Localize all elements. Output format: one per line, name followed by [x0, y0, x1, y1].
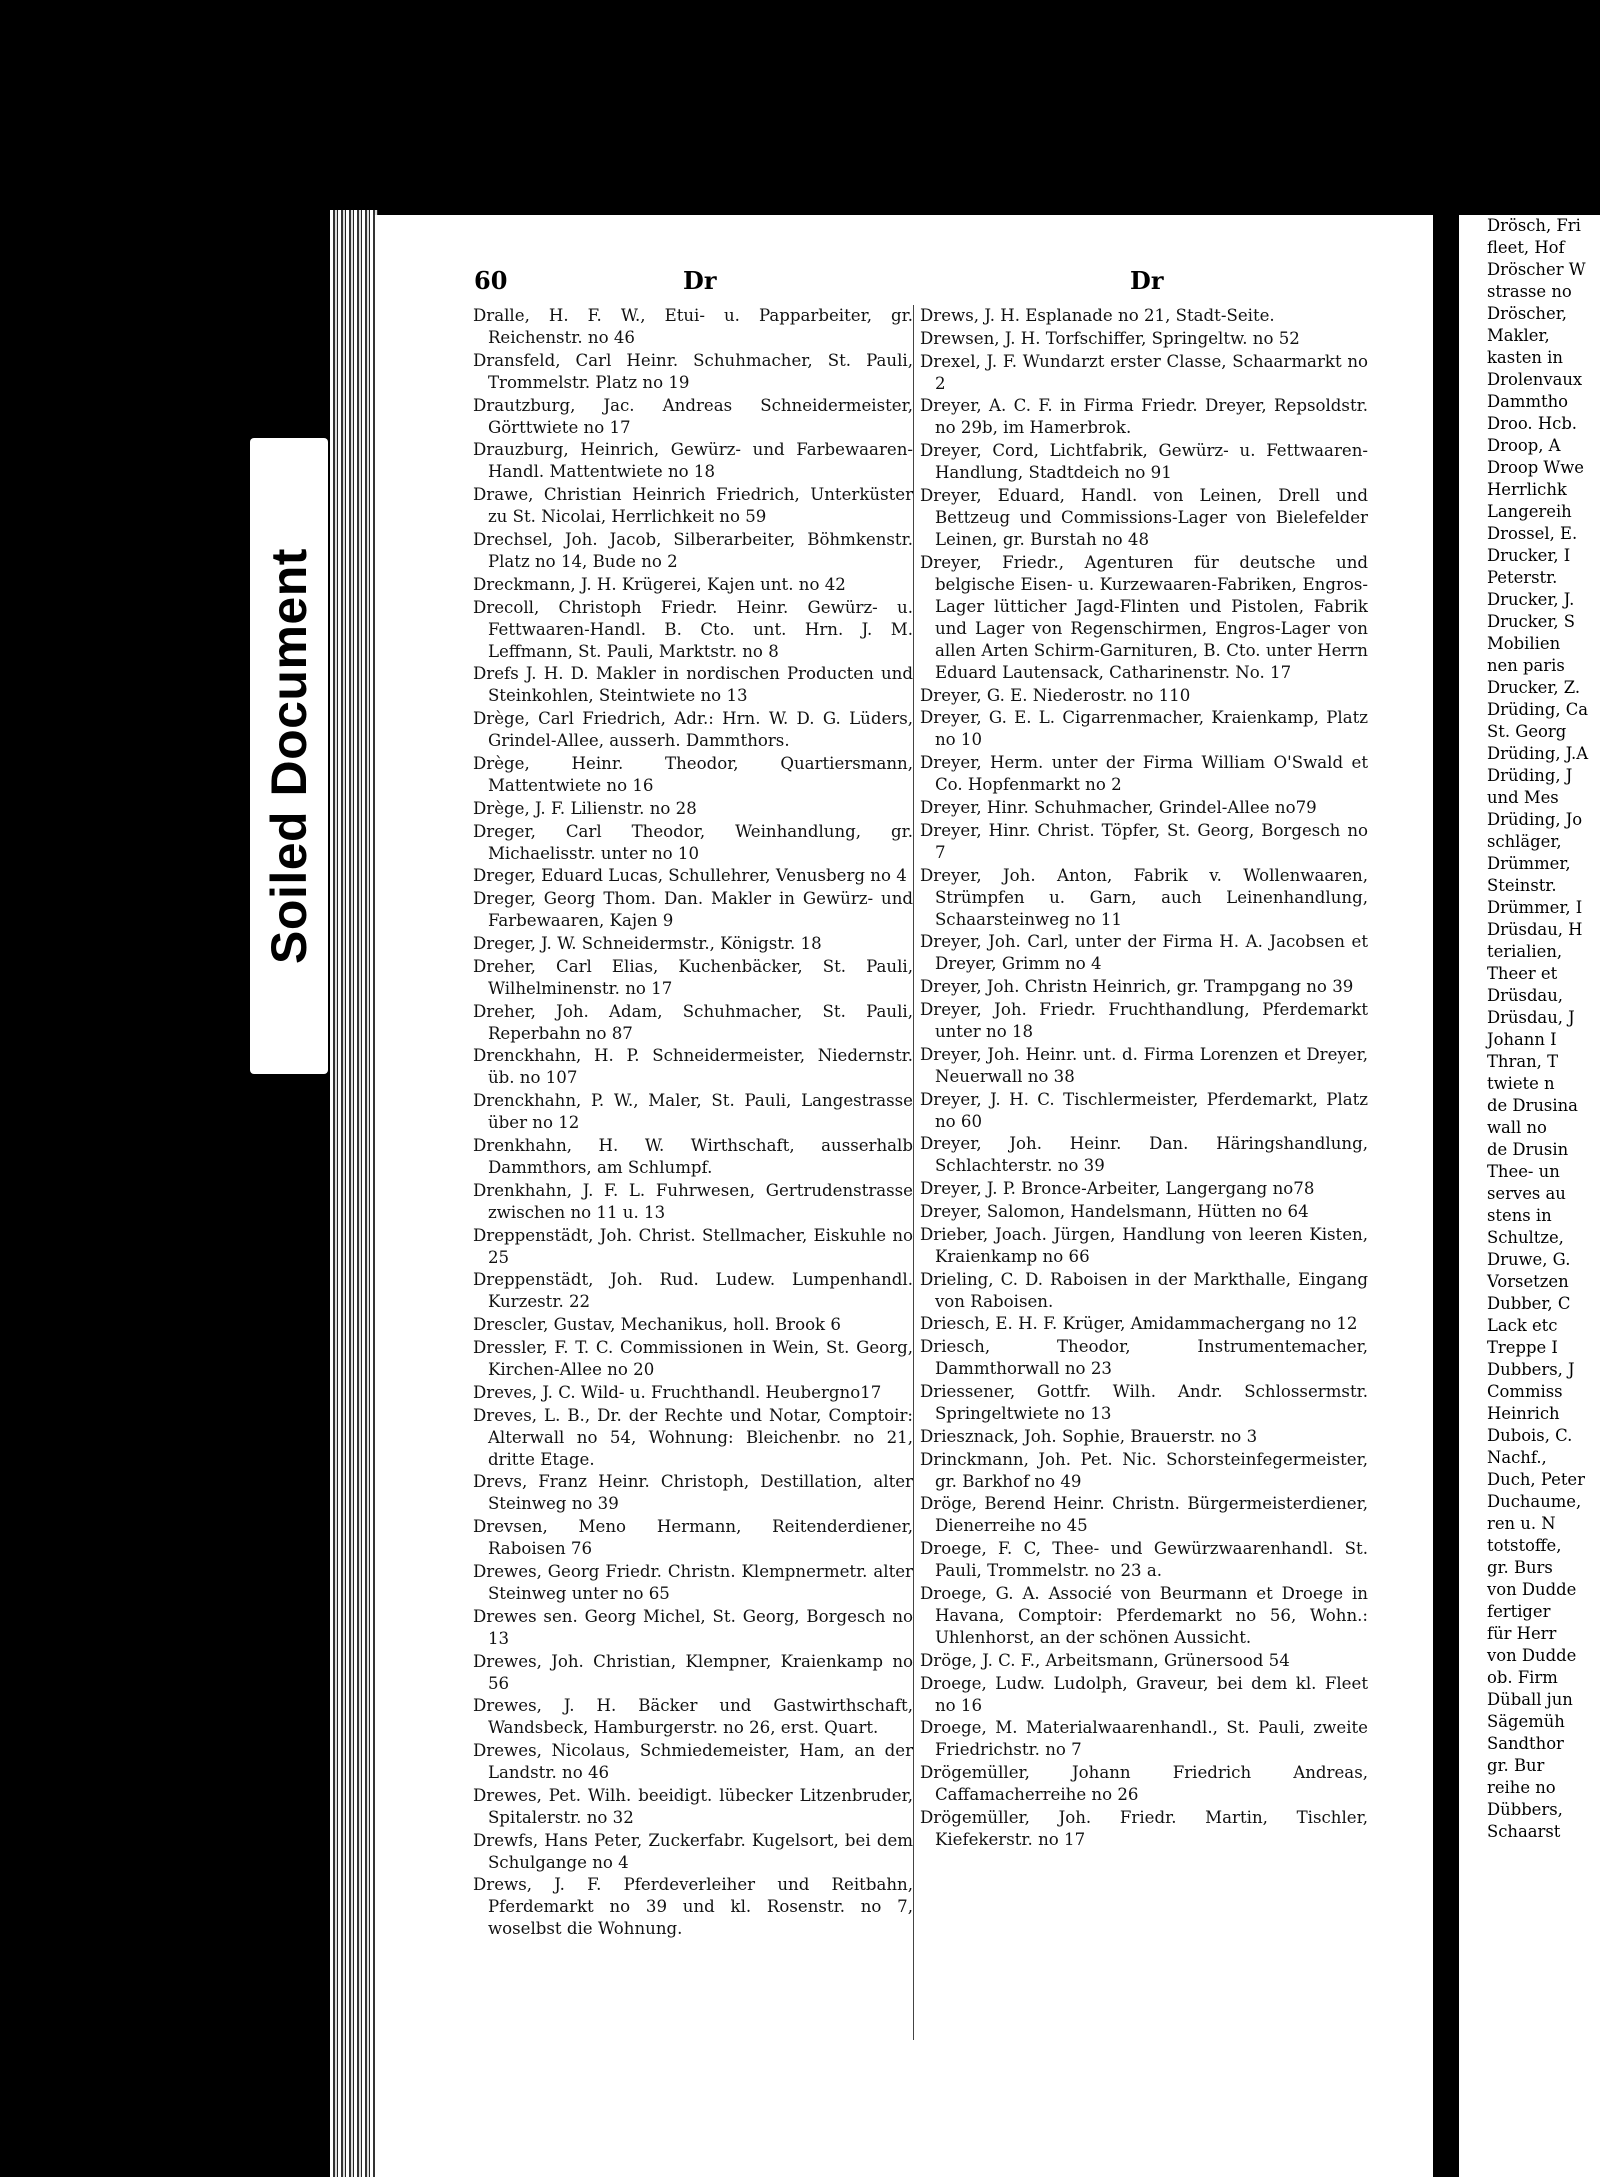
directory-entry: Dreger, Georg Thom. Dan. Makler in Gewürz- und Farbewaaren, Kajen 9 [473, 889, 913, 931]
directory-entry: Driesznack, Joh. Sophie, Brauerstr. no 3 [920, 1426, 1258, 1446]
next-page-line: Drucker, I [1487, 546, 1571, 565]
next-page-line: St. Georg [1487, 722, 1567, 741]
directory-entry: Dreyer, Hinr. Christ. Töpfer, St. Georg, Borgesch no 7 [920, 820, 1368, 862]
next-page-line: Drüding, J.A [1487, 744, 1589, 763]
directory-entry: Dreyer, J. P. Bronce-Arbeiter, Langergang no78 [920, 1179, 1315, 1199]
directory-entry: Drieling, C. D. Raboisen in der Markthalle, Eingang von Raboisen. [920, 1269, 1368, 1311]
directory-entry: Drewsen, J. H. Torfschiffer, Springeltw. no 52 [920, 328, 1300, 348]
directory-entry: Drewfs, Hans Peter, Zuckerfabr. Kugelsort, bei dem Schulgange no 4 [473, 1830, 913, 1872]
next-page-line: Drösch, Fri [1487, 216, 1581, 235]
next-page-line: Droo. Hcb. [1487, 414, 1578, 433]
directory-entry: Droege, M. Materialwaarenhandl., St. Pauli, zweite Friedrichstr. no 7 [920, 1718, 1368, 1760]
running-head-right: Dr [1130, 266, 1164, 295]
directory-entry: Droege, G. A. Associé von Beurmann et Droege in Havana, Comptoir: Pferdemarkt no 56, Wohn.: Uhlenhorst, an der schönen Aussicht. [920, 1583, 1368, 1647]
page-number: 60 [474, 266, 508, 295]
directory-entry: Dralle, H. F. W., Etui- u. Papparbeiter, gr. Reichenstr. no 46 [473, 306, 913, 347]
next-page-line: von Dudde [1487, 1580, 1577, 1599]
directory-entry: Dreyer, Joh. Heinr. unt. d. Firma Lorenzen et Dreyer, Neuerwall no 38 [920, 1044, 1368, 1086]
next-page-line: stens in [1487, 1206, 1552, 1225]
directory-entry: Dröge, J. C. F., Arbeitsmann, Grünersood 54 [920, 1650, 1290, 1670]
next-page-line: Duchaume, [1487, 1492, 1582, 1511]
next-page-line: Sandthor [1487, 1734, 1564, 1753]
left-column [473, 305, 913, 1941]
next-page-line: Sägemüh [1487, 1712, 1565, 1731]
directory-entry: Drège, Carl Friedrich, Adr.: Hrn. W. D. G. Lüders, Grindel-Allee, ausserh. Dammthors. [473, 709, 913, 751]
next-page-line: twiete n [1487, 1074, 1555, 1093]
directory-entry: Drieber, Joach. Jürgen, Handlung von leeren Kisten, Kraienkamp no 66 [920, 1224, 1368, 1266]
directory-entry: Drenckhahn, P. W., Maler, St. Pauli, Langestrasse über no 12 [473, 1091, 913, 1133]
next-page-line: Drümmer, I [1487, 898, 1583, 917]
next-page-line: Drolenvaux [1487, 370, 1583, 389]
directory-entry: Drenkhahn, H. W. Wirthschaft, ausserhalb Dammthors, am Schlumpf. [473, 1135, 913, 1177]
book-gutter [1433, 200, 1459, 2177]
directory-entry: Drenckhahn, H. P. Schneidermeister, Niedernstr. üb. no 107 [473, 1046, 913, 1088]
directory-entry: Drecoll, Christoph Friedr. Heinr. Gewürz- u. Fettwaaren-Handl. B. Cto. unt. Hrn. J. M. Leffmann, St. Pauli, Marktstr. no 8 [473, 597, 913, 661]
running-head-left: Dr [683, 266, 717, 295]
directory-entry: Dreppenstädt, Joh. Rud. Ludew. Lumpenhandl. Kurzestr. 22 [473, 1270, 913, 1312]
next-page-line: von Dudde [1487, 1646, 1577, 1665]
next-page-line: nen paris [1487, 656, 1565, 675]
next-page-line: Dammtho [1487, 392, 1569, 411]
next-page-line: terialien, [1487, 942, 1563, 961]
directory-entry: Drewes, Joh. Christian, Klempner, Kraienkamp no 56 [473, 1651, 913, 1693]
next-page-line: und Mes [1487, 788, 1559, 807]
directory-entry: Dreyer, Joh. Anton, Fabrik v. Wollenwaaren, Strümpfen u. Garn, auch Leinenhandlung, Schaarsteinweg no 11 [920, 865, 1368, 929]
next-page-line: Schaarst [1487, 1822, 1561, 1841]
directory-entry: Dreger, J. W. Schneidermstr., Königstr. 18 [473, 933, 822, 953]
next-page-line: strasse no [1487, 282, 1572, 301]
next-page-line: Droop Wwe [1487, 458, 1584, 477]
next-page-line: Drüding, Jo [1487, 810, 1583, 829]
next-page-line: Drüding, J [1487, 766, 1573, 785]
soiled-document-stamp [250, 438, 328, 1074]
directory-entry: Driesch, E. H. F. Krüger, Amidammachergang no 12 [920, 1314, 1358, 1334]
next-page-line: Drüsdau, H [1487, 920, 1583, 939]
next-page-line: Dubbers, J [1487, 1360, 1575, 1379]
directory-entry: Drenkhahn, J. F. L. Fuhrwesen, Gertrudenstrasse zwischen no 11 u. 13 [473, 1180, 913, 1222]
next-page-line: Drucker, Z. [1487, 678, 1581, 697]
directory-entry: Dreyer, Joh. Carl, unter der Firma H. A. Jacobsen et Dreyer, Grimm no 4 [920, 932, 1368, 974]
next-page-line: Commiss [1487, 1382, 1563, 1401]
directory-entry: Droege, F. C, Thee- und Gewürzwaarenhandl. St. Pauli, Trommelstr. no 23 a. [920, 1539, 1368, 1581]
directory-entry: Drewes, J. H. Bäcker und Gastwirthschaft, Wandsbeck, Hamburgerstr. no 26, erst. Quart. [473, 1696, 913, 1738]
next-page-line: de Drusina [1487, 1096, 1578, 1115]
next-page-line: de Drusin [1487, 1140, 1569, 1159]
directory-entry: Dreves, L. B., Dr. der Rechte und Notar, Comptoir: Alterwall no 54, Wohnung: Bleichenbr. no 21, dritte Etage. [473, 1405, 913, 1469]
directory-entry: Dressler, F. T. C. Commissionen in Wein, St. Georg, Kirchen-Allee no 20 [473, 1337, 913, 1379]
directory-entry: Dreher, Carl Elias, Kuchenbäcker, St. Pauli, Wilhelminenstr. no 17 [473, 956, 913, 998]
directory-entry: Droege, Ludw. Ludolph, Graveur, bei dem kl. Fleet no 16 [920, 1673, 1368, 1715]
next-page-fragment [1459, 215, 1600, 2177]
directory-entry: Drawe, Christian Heinrich Friedrich, Unterküster zu St. Nicolai, Herrlichkeit no 59 [473, 485, 913, 527]
directory-entry: Drauzburg, Heinrich, Gewürz- und Farbewaaren-Handl. Mattentwiete no 18 [473, 440, 913, 482]
directory-entry: Dreyer, A. C. F. in Firma Friedr. Dreyer, Repsoldstr. no 29b, im Hamerbrok. [920, 396, 1368, 438]
directory-entry: Dreyer, Joh. Heinr. Dan. Häringshandlung, Schlachterstr. no 39 [920, 1134, 1368, 1176]
directory-entry: Drögemüller, Joh. Friedr. Martin, Tischler, Kiefekerstr. no 17 [920, 1807, 1368, 1849]
directory-entry: Drège, J. F. Lilienstr. no 28 [473, 798, 697, 818]
next-page-line: Dröscher W [1487, 260, 1586, 279]
next-page-line: Druwe, G. [1487, 1250, 1571, 1269]
next-page-line: kasten in [1487, 348, 1563, 367]
right-column [920, 305, 1368, 1852]
directory-entry: Dreyer, Joh. Friedr. Fruchthandlung, Pferdemarkt unter no 18 [920, 999, 1368, 1041]
next-page-line: serves au [1487, 1184, 1566, 1203]
next-page-line: Nachf., [1487, 1448, 1547, 1467]
next-page-line: Herrlichk [1487, 480, 1567, 499]
directory-entry: Drewes, Nicolaus, Schmiedemeister, Ham, an der Landstr. no 46 [473, 1741, 913, 1783]
next-page-line: Theer et [1487, 964, 1558, 983]
directory-entry: Dreher, Joh. Adam, Schuhmacher, St. Pauli, Reperbahn no 87 [473, 1001, 913, 1043]
next-page-line: Drucker, J. [1487, 590, 1575, 609]
directory-entry: Dreyer, Friedr., Agenturen für deutsche und belgische Eisen- u. Kurzewaaren-Fabriken, Engros-Lager lütticher Jagd-Flinten und Pistolen, Fabrik und Lager von Regenschirmen, Engros-Lager von allen Arten Schirm-Garnituren, B. Cto. unter Herrn Eduard Lautensack, Catharinenstr. No. 17 [920, 552, 1368, 682]
next-page-line: Drüding, Ca [1487, 700, 1589, 719]
directory-entry: Dreves, J. C. Wild- u. Fruchthandl. Heubergno17 [473, 1382, 882, 1402]
column-divider [913, 305, 914, 2040]
next-page-line: Duch, Peter [1487, 1470, 1585, 1489]
directory-entry: Drevs, Franz Heinr. Christoph, Destillation, alter Steinweg no 39 [473, 1472, 913, 1514]
next-page-line: Langereih [1487, 502, 1572, 521]
directory-entry: Dreyer, Cord, Lichtfabrik, Gewürz- u. Fettwaaren-Handlung, Stadtdeich no 91 [920, 441, 1368, 483]
next-page-line: Dübbers, [1487, 1800, 1563, 1819]
directory-entry: Drevsen, Meno Hermann, Reitenderdiener, Raboisen 76 [473, 1517, 913, 1559]
stamp-label: Soiled Document [261, 548, 317, 964]
directory-entry: Drescler, Gustav, Mechanikus, holl. Brook 6 [473, 1315, 841, 1335]
next-page-line: gr. Bur [1487, 1756, 1545, 1775]
next-page-line: ob. Firm [1487, 1668, 1558, 1687]
next-page-line: wall no [1487, 1118, 1547, 1137]
directory-entry: Dreyer, G. E. L. Cigarrenmacher, Kraienkamp, Platz no 10 [920, 708, 1368, 750]
directory-entry: Drewes, Georg Friedr. Christn. Klempnermetr. alter Steinweg unter no 65 [473, 1561, 913, 1603]
next-page-line: Steinstr. [1487, 876, 1557, 895]
directory-entry: Dreppenstädt, Joh. Christ. Stellmacher, Eiskuhle no 25 [473, 1225, 913, 1267]
next-page-line: Dröscher, [1487, 304, 1567, 323]
next-page-line: Drüsdau, [1487, 986, 1563, 1005]
next-page-line: reihe no [1487, 1778, 1556, 1797]
directory-entry: Dreyer, G. E. Niederostr. no 110 [920, 685, 1191, 705]
directory-entry: Driesch, Theodor, Instrumentemacher, Dammthorwall no 23 [920, 1337, 1368, 1379]
directory-entry: Dreyer, Salomon, Handelsmann, Hütten no 64 [920, 1201, 1309, 1221]
next-page-line: Düball jun [1487, 1690, 1573, 1709]
directory-entry: Dreyer, Joh. Christn Heinrich, gr. Trampgang no 39 [920, 977, 1354, 997]
next-page-line: Vorsetzen [1487, 1272, 1569, 1291]
directory-entry: Drews, J. F. Pferdeverleiher und Reitbahn, Pferdemarkt no 39 und kl. Rosenstr. no 7, woselbst die Wohnung. [473, 1875, 913, 1939]
next-page-line: Drüsdau, J [1487, 1008, 1575, 1027]
next-page-line: Makler, [1487, 326, 1550, 345]
next-page-line: Thee- un [1487, 1162, 1560, 1181]
next-page-line: Drucker, S [1487, 612, 1576, 631]
directory-entry: Dransfeld, Carl Heinr. Schuhmacher, St. Pauli, Trommelstr. Platz no 19 [473, 350, 913, 392]
next-page-line: Drümmer, [1487, 854, 1571, 873]
next-page-line: schläger, [1487, 832, 1562, 851]
next-page-line: Lack etc [1487, 1316, 1558, 1335]
next-page-line: Heinrich [1487, 1404, 1560, 1423]
next-page-line: Johann I [1487, 1030, 1557, 1049]
next-page-line: totstoffe, [1487, 1536, 1562, 1555]
directory-entry: Drège, Heinr. Theodor, Quartiersmann, Mattentwiete no 16 [473, 753, 913, 795]
directory-entry: Dreyer, Hinr. Schuhmacher, Grindel-Allee no79 [920, 797, 1317, 817]
directory-entry: Drinckmann, Joh. Pet. Nic. Schorsteinfegermeister, gr. Barkhof no 49 [920, 1449, 1368, 1491]
next-page-line: Dubois, C. [1487, 1426, 1573, 1445]
next-page-line: fleet, Hof [1487, 238, 1565, 257]
directory-entry: Dreyer, Herm. unter der Firma William O'Swald et Co. Hopfenmarkt no 2 [920, 753, 1368, 795]
next-page-line: Dubber, C [1487, 1294, 1571, 1313]
next-page-line: Thran, T [1487, 1052, 1559, 1071]
directory-entry: Dreckmann, J. H. Krügerei, Kajen unt. no 42 [473, 574, 846, 594]
directory-entry: Dreger, Eduard Lucas, Schullehrer, Venusberg no 4 [473, 866, 907, 886]
directory-entry: Drefs J. H. D. Makler in nordischen Producten und Steinkohlen, Steintwiete no 13 [473, 664, 913, 706]
next-page-line: Peterstr. [1487, 568, 1558, 587]
directory-entry: Drautzburg, Jac. Andreas Schneidermeister, Görttwiete no 17 [473, 395, 913, 437]
directory-entry: Dreyer, Eduard, Handl. von Leinen, Drell und Bettzeug und Commissions-Lager von Bielefelder Leinen, gr. Burstah no 48 [920, 485, 1368, 549]
directory-entry: Drewes sen. Georg Michel, St. Georg, Borgesch no 13 [473, 1606, 913, 1648]
directory-entry: Drews, J. H. Esplanade no 21, Stadt-Seite. [920, 306, 1275, 325]
next-page-line: fertiger [1487, 1602, 1551, 1621]
next-page-line: Treppe I [1487, 1338, 1558, 1357]
directory-entry: Dreger, Carl Theodor, Weinhandlung, gr. Michaelisstr. unter no 10 [473, 821, 913, 863]
next-page-line: Drossel, E. [1487, 524, 1578, 543]
next-page-line: Droop, A [1487, 436, 1561, 455]
directory-entry: Dreyer, J. H. C. Tischlermeister, Pferdemarkt, Platz no 60 [920, 1089, 1368, 1131]
directory-entry: Dröge, Berend Heinr. Christn. Bürgermeisterdiener, Dienerreihe no 45 [920, 1494, 1368, 1536]
next-page-line: gr. Burs [1487, 1558, 1553, 1577]
directory-entry: Drewes, Pet. Wilh. beeidigt. lübecker Litzenbruder, Spitalerstr. no 32 [473, 1785, 913, 1827]
next-page-line: für Herr [1487, 1624, 1557, 1643]
next-page-line: ren u. N [1487, 1514, 1556, 1533]
directory-entry: Drexel, J. F. Wundarzt erster Classe, Schaarmarkt no 2 [920, 351, 1368, 393]
directory-entry: Drögemüller, Johann Friedrich Andreas, Caffamacherreihe no 26 [920, 1763, 1368, 1805]
directory-entry: Driessener, Gottfr. Wilh. Andr. Schlossermstr. Springeltwiete no 13 [920, 1381, 1368, 1423]
directory-entry: Drechsel, Joh. Jacob, Silberarbeiter, Böhmkenstr. Platz no 14, Bude no 2 [473, 529, 913, 571]
next-page-line: Schultze, [1487, 1228, 1564, 1247]
next-page-line: Mobilien [1487, 634, 1561, 653]
page-edge [330, 210, 378, 2177]
